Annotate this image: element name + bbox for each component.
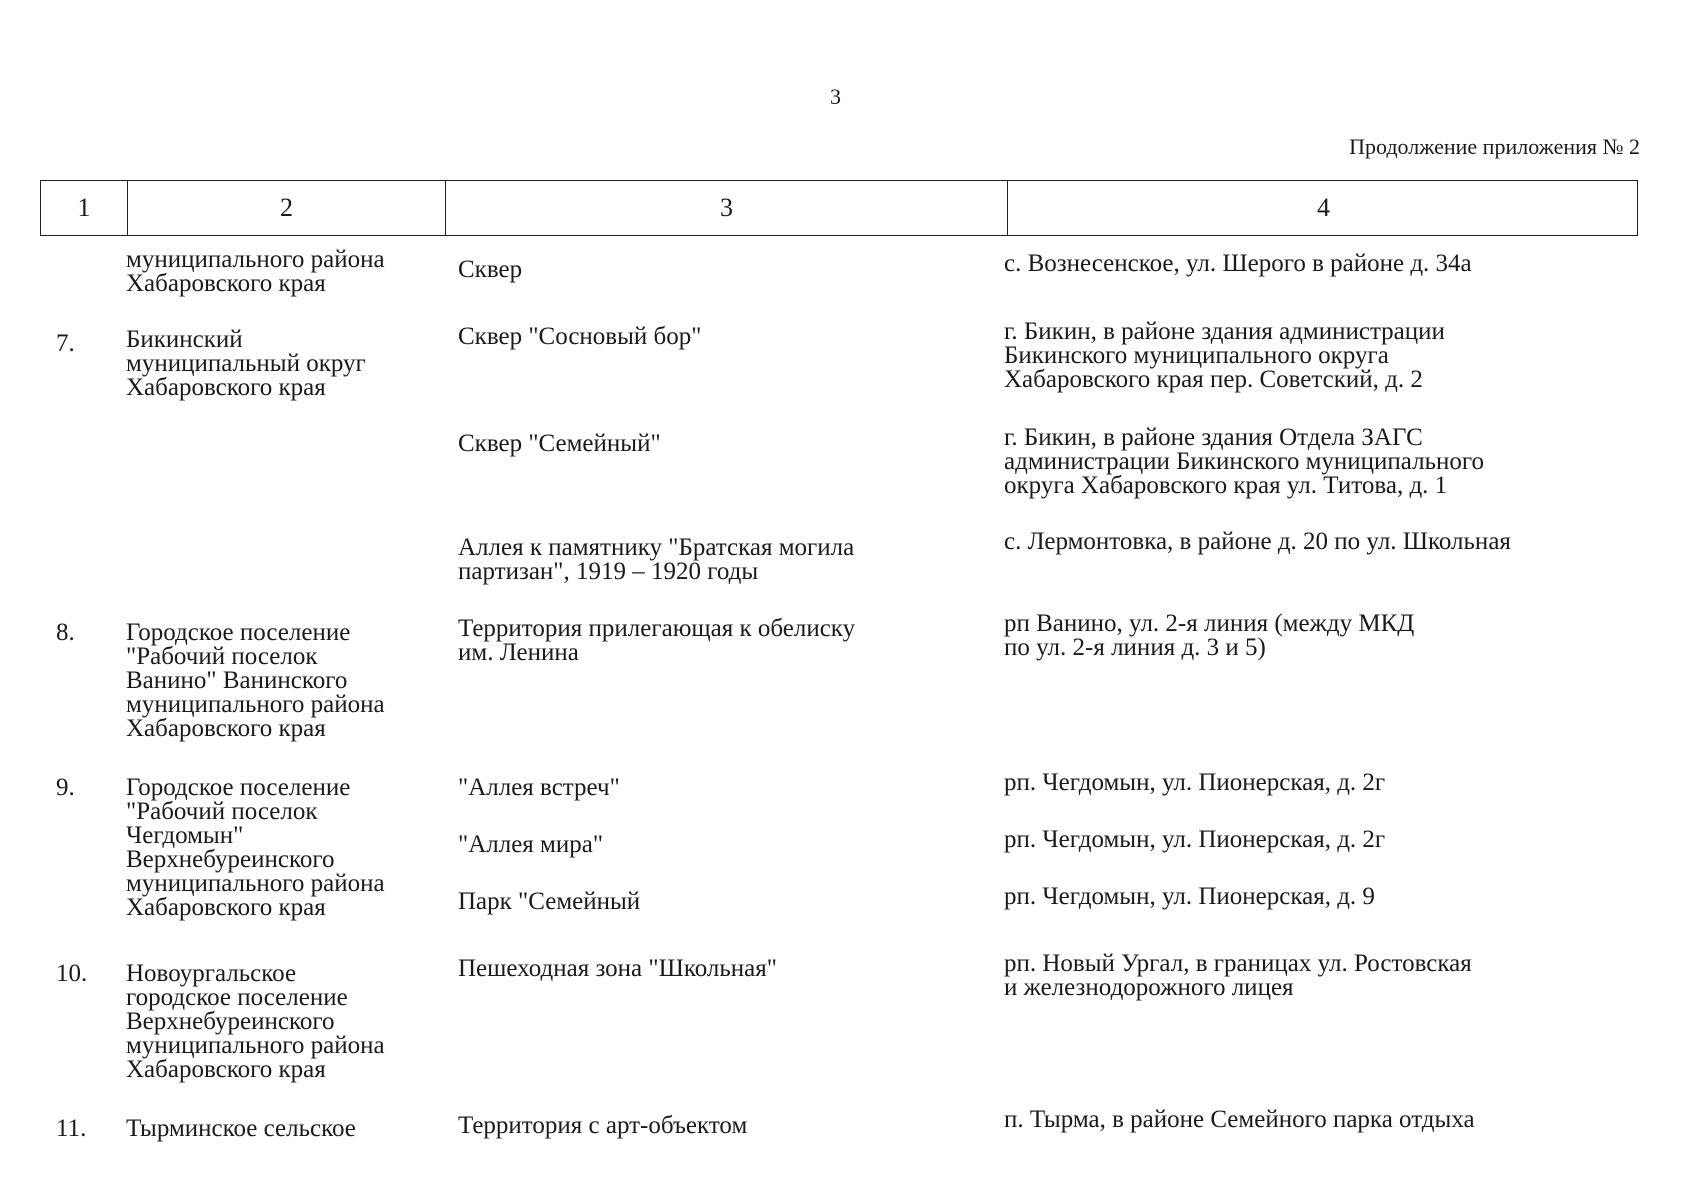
row-0-municipality: муниципального района Хабаровского края [126,246,385,297]
column-header-2: 2 [127,181,445,235]
row-6-address: рп. Чегдомын, ул. Пионерская, д. 2г [1004,826,1386,853]
row-0-object: Сквер [458,256,523,283]
row-4-number: 8. [56,619,75,646]
row-0-address: с. Вознесенское, ул. Шерого в районе д. 34а [1004,250,1472,277]
continuation-label: Продолжение приложения № 2 [1349,134,1640,159]
column-header-3: 3 [445,181,1007,235]
column-header-1: 1 [77,193,91,222]
row-6-object: "Аллея мира" [458,831,604,858]
page-number: 3 [830,84,841,109]
row-8-municipality: Новоургальское городское поселение Верхнебуреинского муниципального района Хабаровского края [126,960,385,1083]
row-9-object: Территория с арт-объектом [458,1112,748,1139]
row-8-address: рп. Новый Ургал, в границах ул. Ростовская и железнодорожного лицея [1004,950,1472,1001]
row-3-object: Аллея к памятнику "Братская могила партизан", 1919 – 1920 годы [458,534,855,585]
row-4-address: рп Ванино, ул. 2-я линия (между МКД по ул. 2-я линия д. 3 и 5) [1004,610,1415,661]
row-5-number: 9. [56,774,75,801]
row-4-municipality: Городское поселение "Рабочий поселок Ванино" Ванинского муниципального района Хабаровского края [126,619,385,742]
row-1-address: г. Бикин, в районе здания администрации Бикинского муниципального округа Хабаровского края пер. Советский, д. 2 [1004,318,1445,393]
table-header [40,180,1638,236]
row-5-object: "Аллея встреч" [458,774,620,801]
row-2-address: г. Бикин, в районе здания Отдела ЗАГС администрации Бикинского муниципального округа Хабаровского края ул. Титова, д. 1 [1004,424,1484,499]
row-8-object: Пешеходная зона "Школьная" [458,955,777,982]
row-4-object: Территория прилегающая к обелиску им. Ленина [458,615,856,666]
column-header-4: 4 [1007,181,1639,235]
row-9-number: 11. [56,1115,87,1142]
row-1-municipality: Бикинский муниципальный округ Хабаровского края [126,326,366,401]
row-2-object: Сквер "Семейный" [458,430,661,457]
row-7-address: рп. Чегдомын, ул. Пионерская, д. 9 [1004,883,1375,910]
row-9-address: п. Тырма, в районе Семейного парка отдыха [1004,1106,1475,1133]
row-7-object: Парк "Семейный [458,888,641,915]
row-1-object: Сквер "Сосновый бор" [458,323,702,350]
row-1-number: 7. [56,330,75,357]
row-3-address: с. Лермонтовка, в районе д. 20 по ул. Школьная [1004,528,1511,555]
row-8-number: 10. [56,960,88,987]
row-5-address: рп. Чегдомын, ул. Пионерская, д. 2г [1004,769,1386,796]
row-5-municipality: Городское поселение "Рабочий поселок Чегдомын" Верхнебуреинского муниципального района Хабаровского края [126,774,385,921]
row-9-municipality: Тырминское сельское [126,1115,356,1142]
